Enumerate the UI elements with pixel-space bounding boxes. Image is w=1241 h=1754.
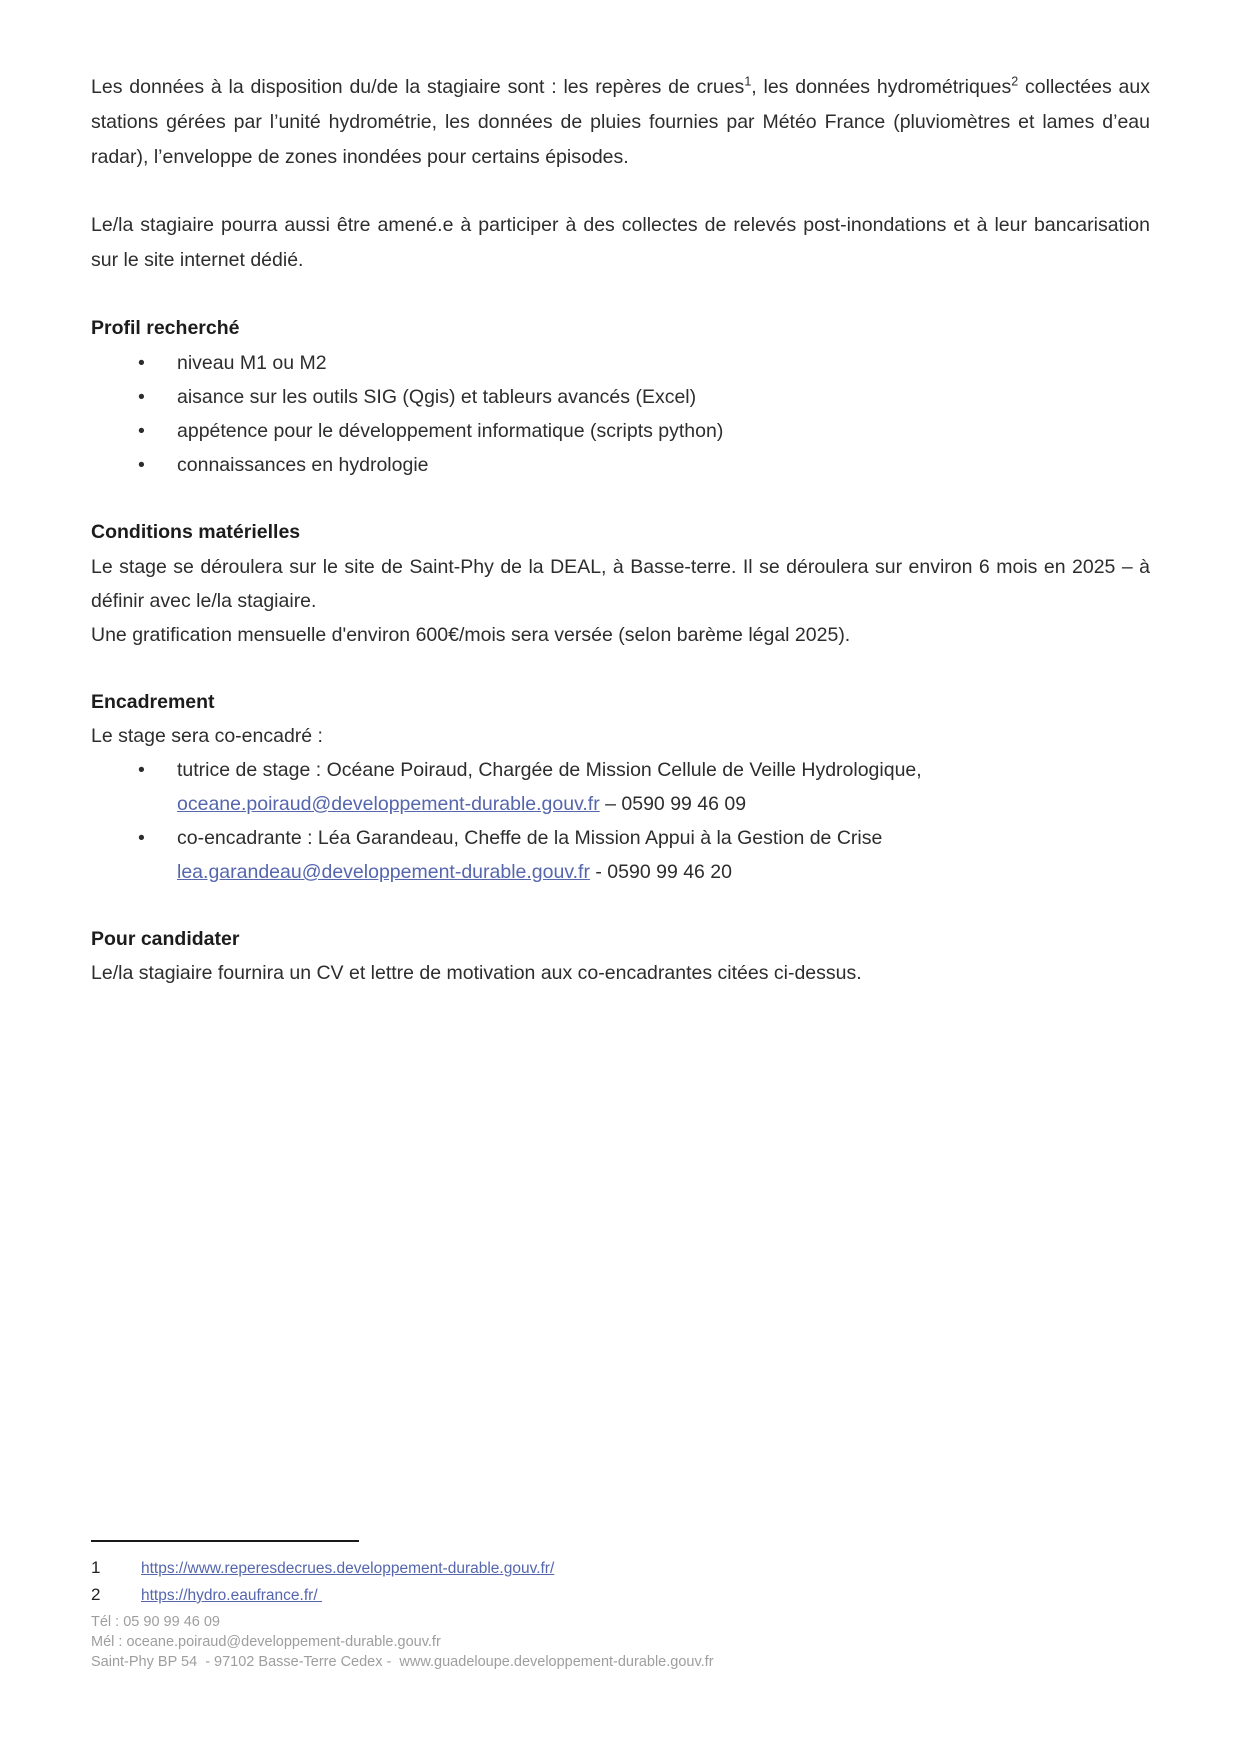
encadrement-intro: Le stage sera co-encadré :	[91, 725, 323, 747]
encadrement-list	[91, 753, 1150, 889]
list-item	[91, 448, 1150, 482]
page-footer	[91, 1540, 1150, 1672]
footnote-ref-2[interactable]: 2	[1011, 74, 1019, 89]
intro-paragraph-1	[91, 70, 1150, 175]
list-item	[91, 753, 1150, 821]
intro-paragraph-1-text: Les données à la disposition du/de la stagiaire sont : les repères de crues	[91, 76, 745, 98]
candidater-paragraph: Le/la stagiaire fournira un CV et lettre de motivation aux co-encadrantes citées ci-dessus.	[91, 962, 862, 984]
mentor-phone: - 0590 99 46 20	[589, 861, 733, 883]
bullet-icon: •	[138, 386, 145, 408]
footer-contact-block	[91, 1612, 1150, 1672]
footnote-1-link[interactable]: https://www.reperesdecrues.developpement-durable.gouv.fr/	[141, 1560, 555, 1577]
bullet-icon: •	[138, 759, 145, 781]
list-item	[91, 380, 1150, 414]
mentor-description: tutrice de stage : Océane Poiraud, Chargée de Mission Cellule de Veille Hydrologique,	[177, 759, 922, 781]
profil-item-text: niveau M1 ou M2	[177, 352, 327, 374]
mentor-description: co-encadrante : Léa Garandeau, Cheffe de la Mission Appui à la Gestion de Crise	[177, 827, 883, 849]
mentor-phone: – 0590 99 46 09	[599, 793, 747, 815]
candidater-heading: Pour candidater	[91, 928, 240, 950]
profil-item-text: aisance sur les outils SIG (Qgis) et tableurs avancés (Excel)	[177, 386, 697, 408]
intro-paragraph-2: Le/la stagiaire pourra aussi être amené.e à participer à des collectes de relevés post-inondations et à leur bancarisation sur le site internet dédié.	[91, 214, 1150, 271]
mentor-email-link[interactable]: oceane.poiraud@developpement-durable.gouv.fr	[177, 793, 600, 815]
footer-email: Mél : oceane.poiraud@developpement-durable.gouv.fr	[91, 1634, 441, 1650]
footnote-number: 1	[91, 1558, 101, 1577]
list-item	[91, 346, 1150, 380]
conditions-paragraph-2: Une gratification mensuelle d'environ 600€/mois sera versée (selon barème légal 2025).	[91, 624, 851, 646]
intro-paragraph-1-text2: , les données hydrométriques	[751, 76, 1012, 98]
footnote-2	[91, 1582, 1150, 1609]
footnote-2-link[interactable]: https://hydro.eaufrance.fr/	[141, 1587, 322, 1604]
profil-heading: Profil recherché	[91, 317, 240, 339]
bullet-icon: •	[138, 454, 145, 476]
encadrement-heading: Encadrement	[91, 691, 215, 713]
list-item	[91, 821, 1150, 889]
conditions-heading: Conditions matérielles	[91, 521, 301, 543]
conditions-paragraph-1: Le stage se déroulera sur le site de Saint-Phy de la DEAL, à Basse-terre. Il se déroulera sur environ 6 mois en 2025 – à définir avec le/la stagiaire.	[91, 556, 1150, 612]
intro-paragraph-1-text3: collectées aux stations gérées par l’unité hydrométrie, les données de pluies fournies par Météo France (pluviomètres et lames d’eau radar), l’enveloppe de zones inondées pour certains épisodes.	[91, 76, 1150, 168]
footer-phone: Tél : 05 90 99 46 09	[91, 1614, 220, 1630]
profil-list	[91, 346, 1150, 482]
bullet-icon: •	[138, 420, 145, 442]
footnote-ref-1[interactable]: 1	[744, 74, 752, 89]
footnote-1	[91, 1555, 1150, 1582]
profil-item-text: appétence pour le développement informatique (scripts python)	[177, 420, 724, 442]
footnote-separator	[91, 1540, 359, 1542]
bullet-icon: •	[138, 352, 145, 374]
footnote-number: 2	[91, 1585, 101, 1604]
bullet-icon: •	[138, 827, 145, 849]
profil-item-text: connaissances en hydrologie	[177, 454, 429, 476]
footer-address: Saint-Phy BP 54 - 97102 Basse-Terre Cedex - www.guadeloupe.developpement-durable.gouv.fr	[91, 1654, 714, 1670]
document-body	[91, 70, 1150, 990]
list-item	[91, 414, 1150, 448]
mentor-email-link[interactable]: lea.garandeau@developpement-durable.gouv.fr	[177, 861, 590, 883]
